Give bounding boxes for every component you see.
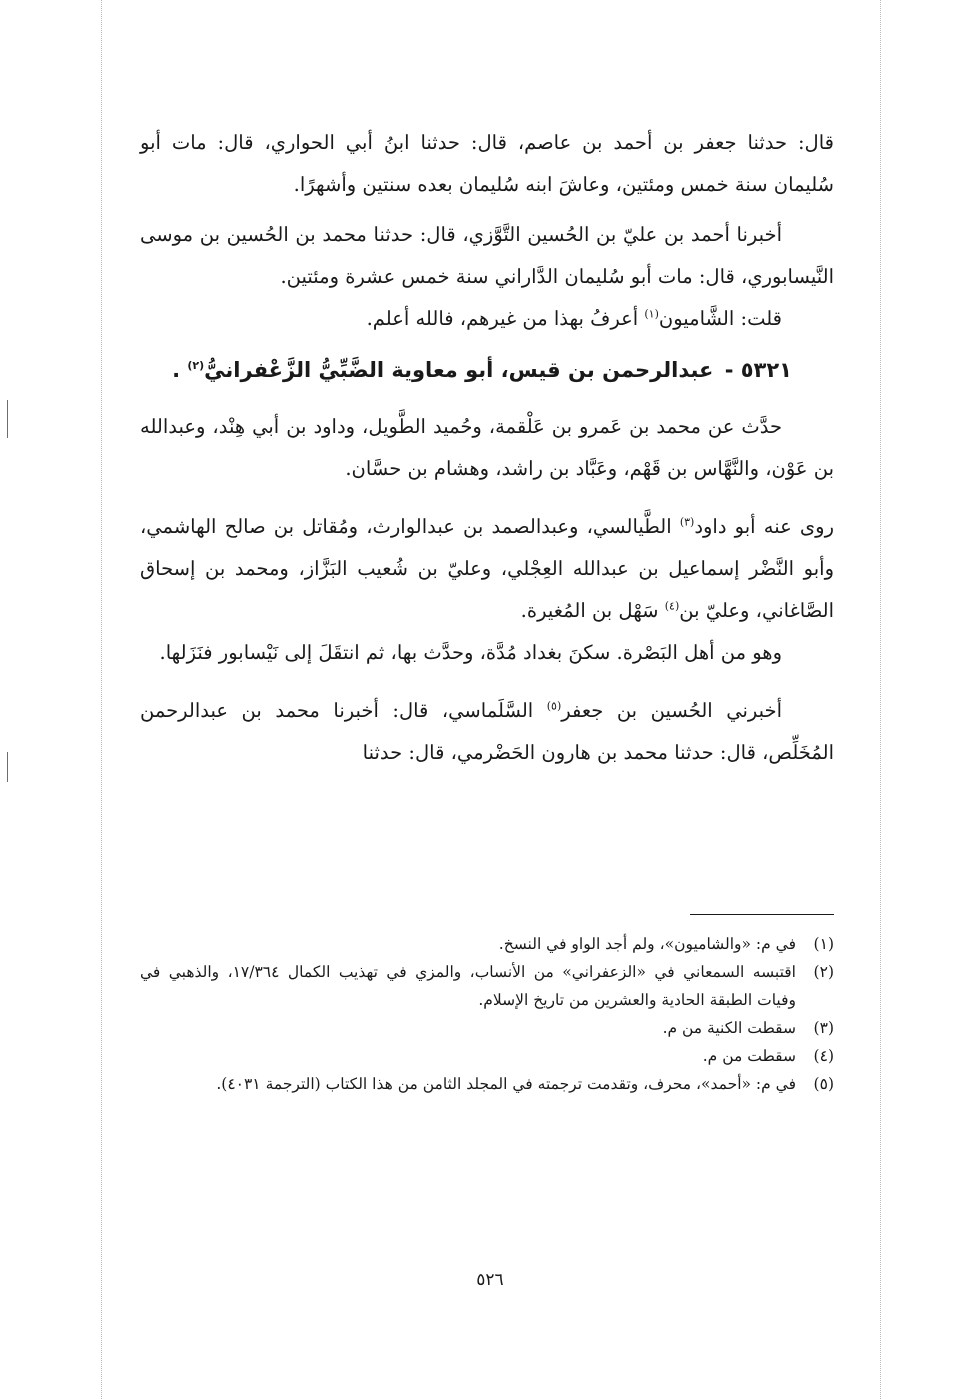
footnote-ref: (٣) [679,515,695,529]
footnote-ref: (٥) [546,699,562,713]
footnote-ref: (٢) [187,359,205,372]
paragraph: قلت: الشَّاميون$^{(١)}$ أعرفُ بهذا من غيرهم، فالله أعلم. [366,307,782,330]
scan-margin-line [880,0,881,1399]
footnote: (٣) سقطت الكنية من م. [662,1019,834,1037]
scan-mark [7,752,8,782]
paragraph: روى عنه أبو داود$^{(٣)}$ الطَّيالسي، وعبدالصمد بن عبدالوارث، ومُقاتل بن صالح الهاشمي، وأبو النَّضْر إسماعيل بن عبدالله العِجْلي، وعليّ بن شُعيب البَزَّاز، ومحمد بن إسحاق الصَّاغاني، وعليّ بن$^{(٤)}$ سَهْل بن المُغيرة. [140,515,834,622]
footnote-separator [690,914,834,915]
footnotes [140,930,834,1098]
footnote-ref: (١) [644,307,659,321]
entry-heading: ٥٣٢١ - عبدالرحمن بن قيس، أبو معاوية الضَّبِّيُّ الزَّعْفرانيُّ$^{(٢)}$ . [172,358,792,382]
footnote-ref: (٤) [664,599,680,613]
paragraph: أخبرني الحُسين بن جعفر$^{(٥)}$ السَّلَماسي، قال: أخبرنا محمد بن عبدالرحمن المُخَلِّص، قال: حدثنا محمد بن هارون الحَضْرمي، قال: حدثنا [140,699,834,764]
main-text [140,122,834,774]
footnote: (٥) في م: «أحمد»، محرف، وتقدمت ترجمته في المجلد الثامن من هذا الكتاب (الترجمة ٤٠٣١). [216,1075,834,1093]
paragraph: وهو من أهل البَصْرة. سكنَ بغداد مُدَّة، وحدَّث بها، ثم انتقَلَ إلى نَيْسابور فنَزَلها. [159,641,782,664]
scan-margin-line [101,0,102,1399]
page-number: ٥٢٦ [476,1270,504,1290]
paragraph: قال: حدثنا جعفر بن أحمد بن عاصم، قال: حدثنا ابنُ أبي الحواري، قال: مات أبو سُليمان سنة خمس ومئتين، وعاشَ ابنه سُليمان بعده سنتين وأشهرًا. [140,131,834,196]
scan-mark [7,400,8,438]
paragraph: حدَّث عن محمد بن عَمرو بن عَلْقمة، وحُميد الطَّويل، وداود بن أبي هِنْد، وعبدالله بن عَوْن، والنَّهَّاس بن قَهْم، وعَبَّاد بن راشد، وهشام بن حسَّان. [140,415,834,480]
paragraph: أخبرنا أحمد بن عليّ بن الحُسين التَّوَّزي، قال: حدثنا محمد بن الحُسين بن موسى النَّيسابوري، قال: مات أبو سُليمان الدَّاراني سنة خمس عشرة ومئتين. [140,223,834,288]
footnote: (١) في م: «والشاميون»، ولم أجد الواو في النسخ. [498,935,834,953]
entry-number: ٥٣٢١ - [724,358,792,382]
footnote: (٤) سقطت من م. [702,1047,834,1065]
entry-title: عبدالرحمن بن قيس، أبو معاوية الضَّبِّيُّ الزَّعْفرانيُّ [204,358,714,382]
footnote: (٢) اقتبسه السمعاني في «الزعفراني» من الأنساب، والمزي في تهذيب الكمال ١٧/٣٦٤، والذهبي في وفيات الطبقة الحادية والعشرين من تاريخ الإسلام. [140,963,834,1009]
